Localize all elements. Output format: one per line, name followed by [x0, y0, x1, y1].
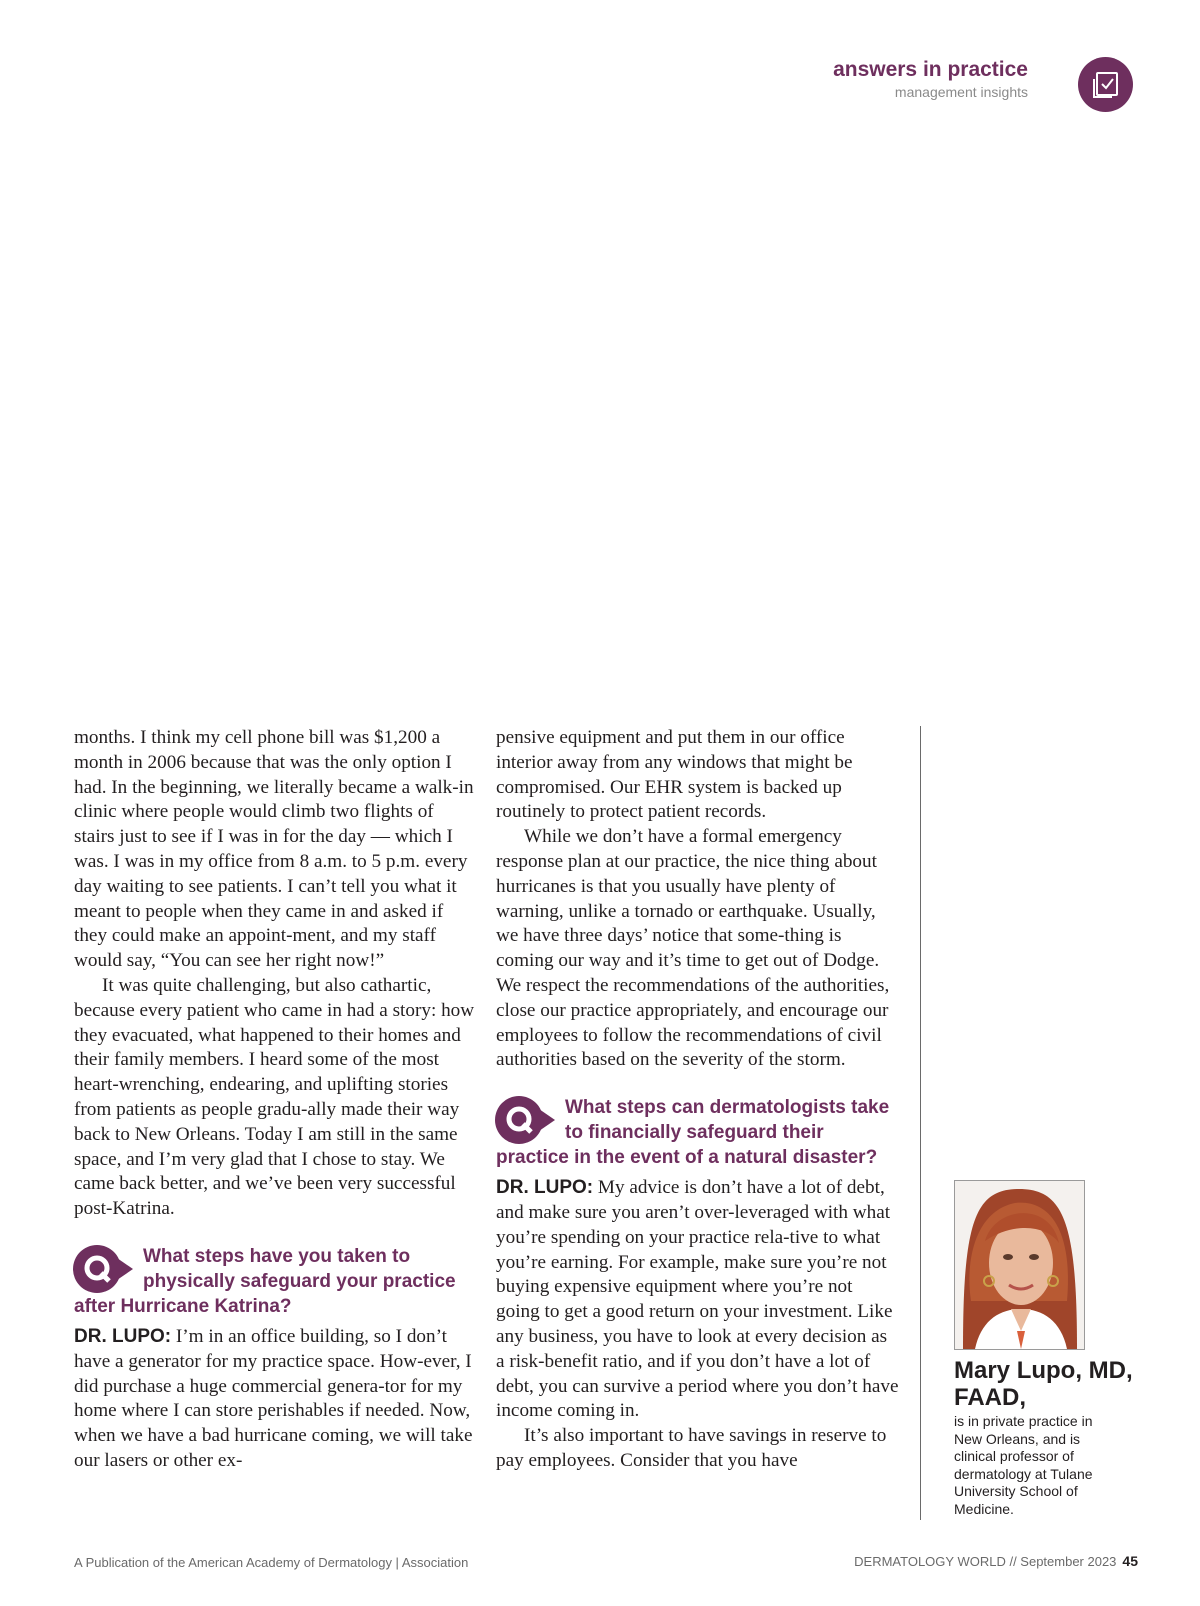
checklist-icon [1078, 57, 1133, 112]
question-heading: What steps have you taken to physically safeguard your practice after Hurricane Katrina? [74, 1245, 456, 1317]
question-block [74, 1244, 478, 1319]
question-q-icon [73, 1244, 137, 1294]
section-subtitle: management insights [894, 84, 1028, 100]
paragraph: months. I think my cell phone bill was $1,200 a month in 2006 because that was the only option I had. In the beginning, we literally became a walk-in clinic where people would climb two flights of stairs just to see if I was in for the day — which I was. I was in my office from 8 a.m. to 5 p.m. every day waiting to see patients. I can’t tell you what it meant to people when they came in and asked if they could make an appoint-ment, and my staff would say, “You can see her right now!” [74, 727, 474, 972]
footer-publication: A Publication of the American Academy of Dermatology | Association [74, 1555, 469, 1570]
paragraph: It’s also important to have savings in reserve to pay employees. Consider that you have [496, 1425, 887, 1471]
author-bio: is in private practice in New Orleans, and is clinical professor of dermatology at Tulane University School of Medicine. [954, 1413, 1093, 1517]
author-name: Mary Lupo, MD, FAAD, [954, 1357, 1133, 1411]
article-column-1 [74, 726, 478, 1474]
speaker-label: DR. LUPO: [496, 1177, 594, 1199]
paragraph: It was quite challenging, but also cathartic, because every patient who came in had a story: how they evacuated, what happened to their homes and their family members. I heard some of the most heart-wrenching, endearing, and uplifting stories from patients as people gradu-ally made their way back to New Orleans. Today I am still in the same space, and I’m very glad that I chose to stay. We came back better, and we’ve been very successful post-Katrina. [74, 974, 475, 1220]
page-number: 45 [1122, 1553, 1138, 1569]
footer-issue-label: DERMATOLOGY WORLD // September 2023 [854, 1554, 1117, 1569]
author-photo [954, 1180, 1085, 1350]
section-title: answers in practice [833, 58, 1028, 81]
answer-text: I’m in an office building, so I don’t have a generator for my practice space. How-ever, I did purchase a huge commercial genera-tor for my home where I can store perishables if needed. Now, when we have a bad hurricane coming, we will take our lasers or other ex- [74, 1325, 473, 1471]
footer-issue [854, 1553, 1138, 1569]
speaker-label: DR. LUPO: [74, 1325, 172, 1347]
section-header [833, 58, 1028, 102]
paragraph: While we don’t have a formal emergency response plan at our practice, the nice thing about hurricanes is that you usually have plenty of warning, unlike a tornado or earthquake. Usually, we have three days’ notice that some-thing is coming our way and it’s time to get out of Dodge. We respect the recommendations of the authorities, close our practice appropriately, and encourage our employees to follow the recommendations of civil authorities based on the severity of the storm. [496, 826, 890, 1071]
question-block [496, 1095, 900, 1170]
paragraph: pensive equipment and put them in our office interior away from any windows that might be compromised. Our EHR system is backed up routinely to protect patient records. [496, 727, 853, 823]
answer-paragraph [496, 1176, 900, 1424]
question-q-icon [495, 1095, 559, 1145]
answer-paragraph [74, 1325, 478, 1474]
answer-text: My advice is don’t have a lot of debt, and make sure you aren’t over-leveraged with what you’re spending on your practice rela-tive to what you’re earning. For example, make sure you’re not buying expensive equipment where you’re not going to get a good return on your investment. Like any business, you have to look at every decision as a risk-benefit ratio, and if you don’t have a lot of debt, you can survive a period where you don’t have income coming in. [496, 1177, 899, 1422]
question-heading: What steps can dermatologists take to financially safeguard their practice in the event of a natural disaster? [496, 1097, 890, 1169]
article-column-2 [496, 726, 900, 1474]
column-divider [920, 726, 921, 1520]
